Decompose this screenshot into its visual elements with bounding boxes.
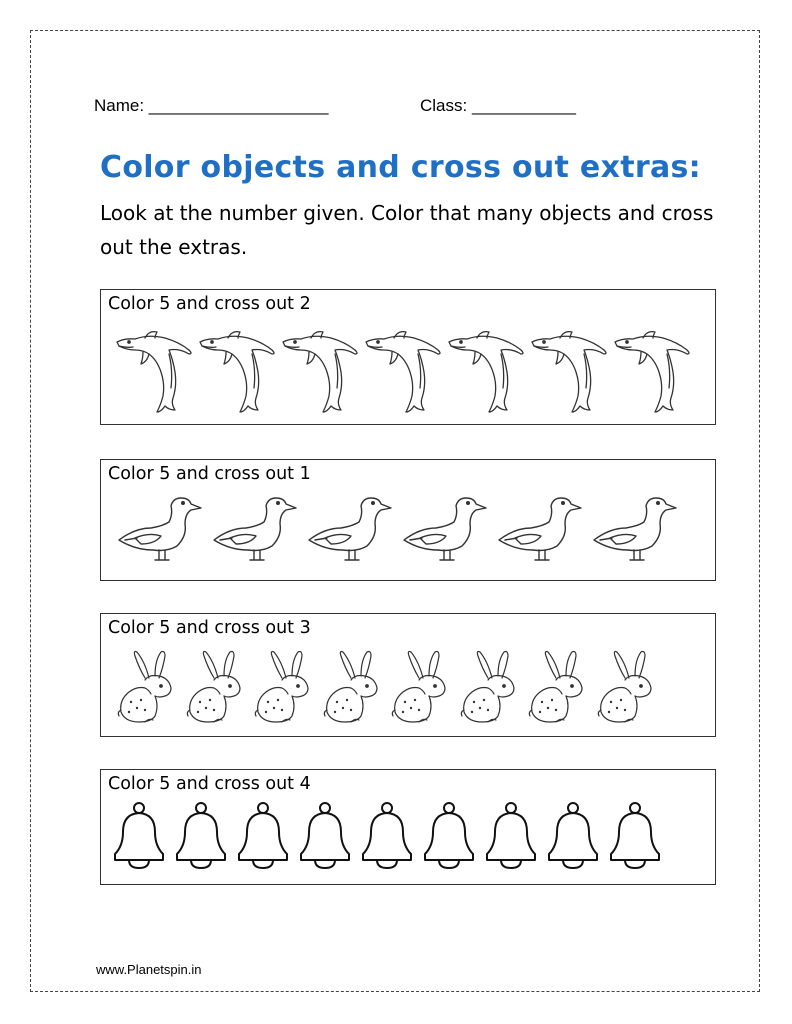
dolphin-icon[interactable] [362,330,444,414]
section-label: Color 5 and cross out 1 [108,464,311,484]
dolphin-icon[interactable] [196,330,278,414]
rabbit-icon[interactable] [526,648,588,724]
bell-icon[interactable] [545,802,601,868]
rabbit-icon[interactable] [184,648,246,724]
dolphin-icon[interactable] [611,330,693,414]
worksheet-title: Color objects and cross out extras: [100,150,701,185]
duck-icon[interactable] [210,494,300,564]
section-label: Color 5 and cross out 4 [108,774,311,794]
class-field-label: Class: ___________ [420,96,576,115]
duck-icon[interactable] [495,494,585,564]
bell-icon[interactable] [235,802,291,868]
section-label: Color 5 and cross out 3 [108,618,311,638]
section-bells [100,769,716,885]
duck-icon[interactable] [590,494,680,564]
dolphin-icon[interactable] [113,330,195,414]
worksheet-instructions: Look at the number given. Color that many objects and cross out the extras. [100,201,714,259]
rabbit-icon[interactable] [595,648,657,724]
bell-icon[interactable] [421,802,477,868]
bell-icon[interactable] [359,802,415,868]
bell-icon[interactable] [173,802,229,868]
bell-icon[interactable] [111,802,167,868]
bell-icon[interactable] [483,802,539,868]
section-dolphins [100,289,716,425]
dolphin-icon[interactable] [528,330,610,414]
bell-icon[interactable] [297,802,353,868]
footer-website: www.Planetspin.in [96,962,202,977]
section-ducks [100,459,716,581]
dolphin-icon[interactable] [445,330,527,414]
rabbit-icon[interactable] [458,648,520,724]
rabbit-icon[interactable] [252,648,314,724]
duck-icon[interactable] [305,494,395,564]
section-label: Color 5 and cross out 2 [108,294,311,314]
name-field-label: Name: ___________________ [94,96,329,115]
rabbit-icon[interactable] [389,648,451,724]
duck-icon[interactable] [400,494,490,564]
rabbit-icon[interactable] [321,648,383,724]
duck-icon[interactable] [115,494,205,564]
bell-icon[interactable] [607,802,663,868]
dolphin-icon[interactable] [279,330,361,414]
section-rabbits [100,613,716,737]
rabbit-icon[interactable] [115,648,177,724]
